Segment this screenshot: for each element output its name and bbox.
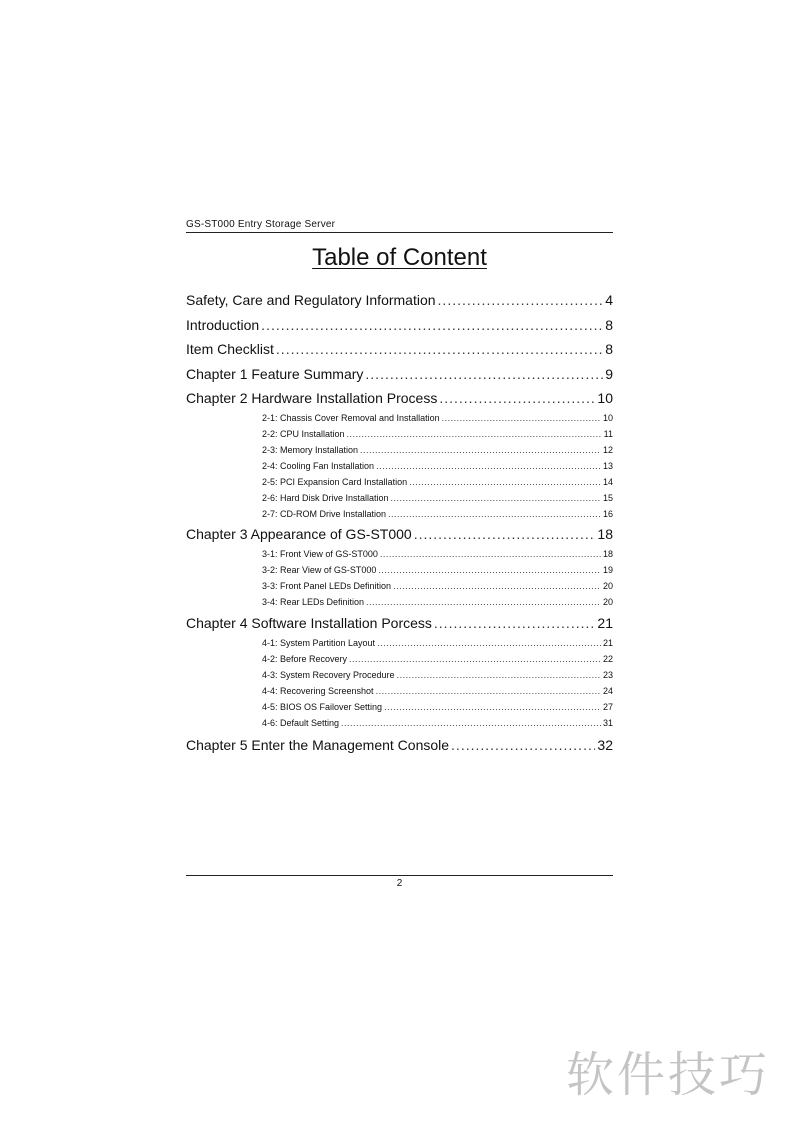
toc-entry-label: 3-1: Front View of GS-ST000 [262, 549, 378, 559]
toc-entry-label: Chapter 1 Feature Summary [186, 366, 364, 382]
dot-leader [366, 597, 601, 607]
dot-leader [393, 581, 601, 591]
toc-entry-page: 19 [602, 565, 613, 575]
dot-leader [439, 390, 595, 406]
toc-entry-item-checklist[interactable] [186, 341, 613, 357]
watermark: 软件技巧 [566, 1047, 771, 1103]
dot-leader [276, 341, 603, 357]
toc-entry-label: 3-3: Front Panel LEDs Definition [262, 581, 392, 591]
toc-subentry-4-6[interactable] [262, 718, 613, 728]
toc-entry-page: 27 [602, 702, 613, 712]
toc-entry-label: 3-2: Rear View of GS-ST000 [262, 565, 377, 575]
toc-entry-chapter-1[interactable] [186, 366, 613, 382]
toc-entry-page: 8 [605, 317, 613, 333]
toc-entry-page: 15 [602, 493, 613, 503]
toc-entry-label: Item Checklist [186, 341, 274, 357]
toc-entry-page: 21 [602, 638, 613, 648]
dot-leader [349, 654, 601, 664]
toc-entry-page: 11 [603, 429, 613, 439]
dot-leader [376, 686, 601, 696]
running-header: GS-ST000 Entry Storage Server [186, 219, 336, 230]
dot-leader [384, 702, 601, 712]
header-rule [186, 232, 613, 233]
toc-entry-label: Chapter 5 Enter the Management Console [186, 737, 450, 753]
toc-entry-introduction[interactable] [186, 317, 613, 333]
toc-entry-page: 16 [602, 509, 613, 519]
dot-leader [365, 366, 603, 382]
dot-leader [388, 509, 601, 519]
dot-leader [397, 670, 601, 680]
toc-entry-page: 32 [597, 737, 613, 753]
toc-entry-label: 4-5: BIOS OS Failover Setting [262, 702, 383, 712]
toc-entry-page: 10 [602, 413, 613, 423]
toc-subentry-3-4[interactable] [262, 597, 613, 607]
toc-entry-page: 12 [602, 445, 613, 455]
dot-leader [360, 445, 601, 455]
dot-leader [414, 526, 596, 542]
toc-entry-page: 22 [602, 654, 613, 664]
toc-subentry-4-1[interactable] [262, 638, 613, 648]
dot-leader [451, 737, 595, 753]
toc-entry-page: 20 [602, 581, 613, 591]
toc-entry-label: Safety, Care and Regulatory Information [186, 292, 436, 308]
toc-entry-label: Chapter 2 Hardware Installation Process [186, 390, 438, 406]
toc-entry-page: 13 [602, 461, 613, 471]
toc-entry-label: 2-1: Chassis Cover Removal and Installation [262, 413, 440, 423]
toc-subentry-2-2[interactable] [262, 429, 613, 439]
dot-leader [442, 413, 601, 423]
dot-leader [409, 477, 601, 487]
toc-entry-label: 2-7: CD-ROM Drive Installation [262, 509, 387, 519]
toc-entry-label: 2-5: PCI Expansion Card Installation [262, 477, 408, 487]
dot-leader [341, 718, 601, 728]
dot-leader [377, 638, 601, 648]
dot-leader [434, 615, 596, 631]
toc-entry-label: 2-6: Hard Disk Drive Installation [262, 493, 389, 503]
page-number: 2 [396, 878, 403, 889]
toc-entry-label: 4-6: Default Setting [262, 718, 340, 728]
toc-entry-label: 2-2: CPU Installation [262, 429, 345, 439]
toc-entry-label: 2-3: Memory Installation [262, 445, 359, 455]
toc-subentry-2-1[interactable] [262, 413, 613, 423]
toc-entry-page: 14 [602, 477, 613, 487]
toc-entry-page: 24 [602, 686, 613, 696]
toc-subentry-2-4[interactable] [262, 461, 613, 471]
toc-entry-page: 21 [597, 615, 613, 631]
toc-subentry-2-6[interactable] [262, 493, 613, 503]
toc-entry-page: 18 [602, 549, 613, 559]
toc-entry-page: 8 [605, 341, 613, 357]
toc-entry-page: 10 [597, 390, 613, 406]
toc-subentry-4-5[interactable] [262, 702, 613, 712]
page-title: Table of Content [312, 244, 487, 271]
toc-entry-safety[interactable] [186, 292, 613, 308]
toc-subentry-3-1[interactable] [262, 549, 613, 559]
toc-entry-chapter-4[interactable] [186, 615, 613, 631]
toc-subentry-2-7[interactable] [262, 509, 613, 519]
toc-entry-page: 4 [605, 292, 613, 308]
toc-subentry-3-3[interactable] [262, 581, 613, 591]
dot-leader [391, 493, 601, 503]
toc-entry-label: 4-1: System Partition Layout [262, 638, 376, 648]
toc-entry-page: 18 [597, 526, 613, 542]
toc-subentry-3-2[interactable] [262, 565, 613, 575]
toc-entry-label: 4-2: Before Recovery [262, 654, 348, 664]
toc-entry-page: 31 [602, 718, 613, 728]
toc-entry-label: 2-4: Cooling Fan Installation [262, 461, 375, 471]
dot-leader [376, 461, 601, 471]
toc-entry-label: 3-4: Rear LEDs Definition [262, 597, 365, 607]
footer-rule [186, 875, 613, 876]
toc-entry-chapter-2[interactable] [186, 390, 613, 406]
toc-subentry-4-4[interactable] [262, 686, 613, 696]
toc-entry-chapter-5[interactable] [186, 737, 613, 753]
toc-entry-page: 9 [605, 366, 613, 382]
toc-subentry-4-3[interactable] [262, 670, 613, 680]
toc-entry-page: 20 [602, 597, 613, 607]
toc-subentry-4-2[interactable] [262, 654, 613, 664]
toc-subentry-2-5[interactable] [262, 477, 613, 487]
toc-entry-label: Introduction [186, 317, 260, 333]
toc-entry-label: Chapter 4 Software Installation Porcess [186, 615, 432, 631]
toc-subentry-2-3[interactable] [262, 445, 613, 455]
toc-entry-chapter-3[interactable] [186, 526, 613, 542]
dot-leader [347, 429, 602, 439]
dot-leader [378, 565, 601, 575]
toc-entry-label: Chapter 3 Appearance of GS-ST000 [186, 526, 412, 542]
toc-entry-label: 4-4: Recovering Screenshot [262, 686, 374, 696]
dot-leader [438, 292, 604, 308]
toc-entry-page: 23 [602, 670, 613, 680]
dot-leader [261, 317, 603, 333]
toc-entry-label: 4-3: System Recovery Procedure [262, 670, 395, 680]
dot-leader [380, 549, 601, 559]
